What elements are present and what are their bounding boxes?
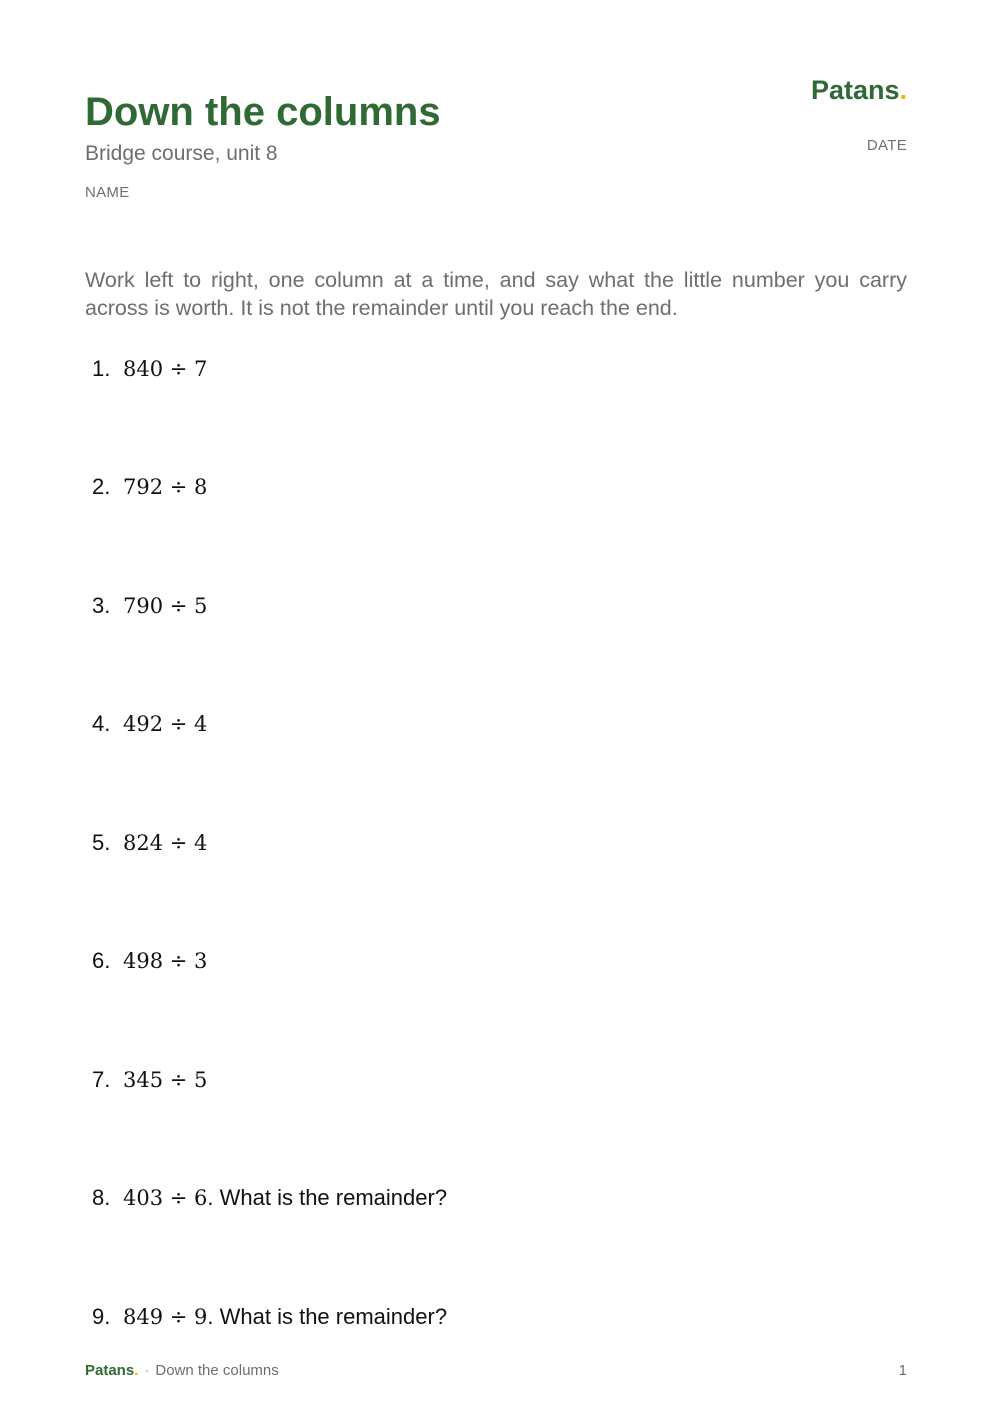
footer-brand-name: Patans — [85, 1362, 135, 1379]
question-suffix: . What is the remainder? — [207, 1185, 448, 1210]
question-item — [92, 1303, 447, 1331]
question-item — [92, 1184, 447, 1212]
question-number: 7. — [92, 1067, 111, 1092]
question-item — [92, 592, 207, 620]
question-number: 1. — [92, 356, 111, 381]
question-number: 9. — [92, 1304, 111, 1329]
name-field-label: NAME — [85, 184, 130, 201]
question-item — [92, 473, 207, 501]
footer-doc-title: Down the columns — [155, 1362, 279, 1379]
question-expression: 492 ÷ 4 — [123, 712, 208, 736]
question-expression: 403 ÷ 6 — [123, 1186, 208, 1210]
question-number: 8. — [92, 1185, 111, 1210]
footer-separator: · — [144, 1362, 150, 1379]
page-subtitle: Bridge course, unit 8 — [85, 142, 278, 165]
question-number: 5. — [92, 830, 111, 855]
question-number: 6. — [92, 948, 111, 973]
brand-dot: . — [899, 75, 907, 105]
question-item — [92, 947, 207, 975]
question-expression: 840 ÷ 7 — [123, 357, 208, 381]
brand-name: Patans — [810, 75, 900, 105]
question-number: 2. — [92, 474, 111, 499]
question-item — [92, 355, 207, 383]
footer-brand — [85, 1362, 138, 1379]
date-field-label: DATE — [866, 137, 907, 154]
question-expression: 345 ÷ 5 — [123, 1068, 208, 1092]
question-item — [92, 829, 207, 857]
question-number: 4. — [92, 711, 111, 736]
brand-logo — [811, 74, 907, 106]
page-number: 1 — [898, 1362, 907, 1379]
question-item — [92, 1066, 207, 1094]
question-expression: 792 ÷ 8 — [123, 475, 208, 499]
question-expression: 849 ÷ 9 — [123, 1305, 208, 1329]
question-number: 3. — [92, 593, 111, 618]
instructions-text: Work left to right, one column at a time, and say what the little number you carry across is worth. It is not the remainder until you reach the end. — [85, 268, 907, 320]
question-expression: 790 ÷ 5 — [123, 594, 208, 618]
page-footer — [85, 1362, 279, 1380]
question-suffix: . What is the remainder? — [207, 1304, 448, 1329]
page-title: Down the columns — [85, 90, 441, 134]
question-expression: 824 ÷ 4 — [123, 831, 208, 855]
question-item — [92, 710, 207, 738]
footer-brand-dot: . — [134, 1362, 139, 1379]
question-expression: 498 ÷ 3 — [123, 949, 208, 973]
